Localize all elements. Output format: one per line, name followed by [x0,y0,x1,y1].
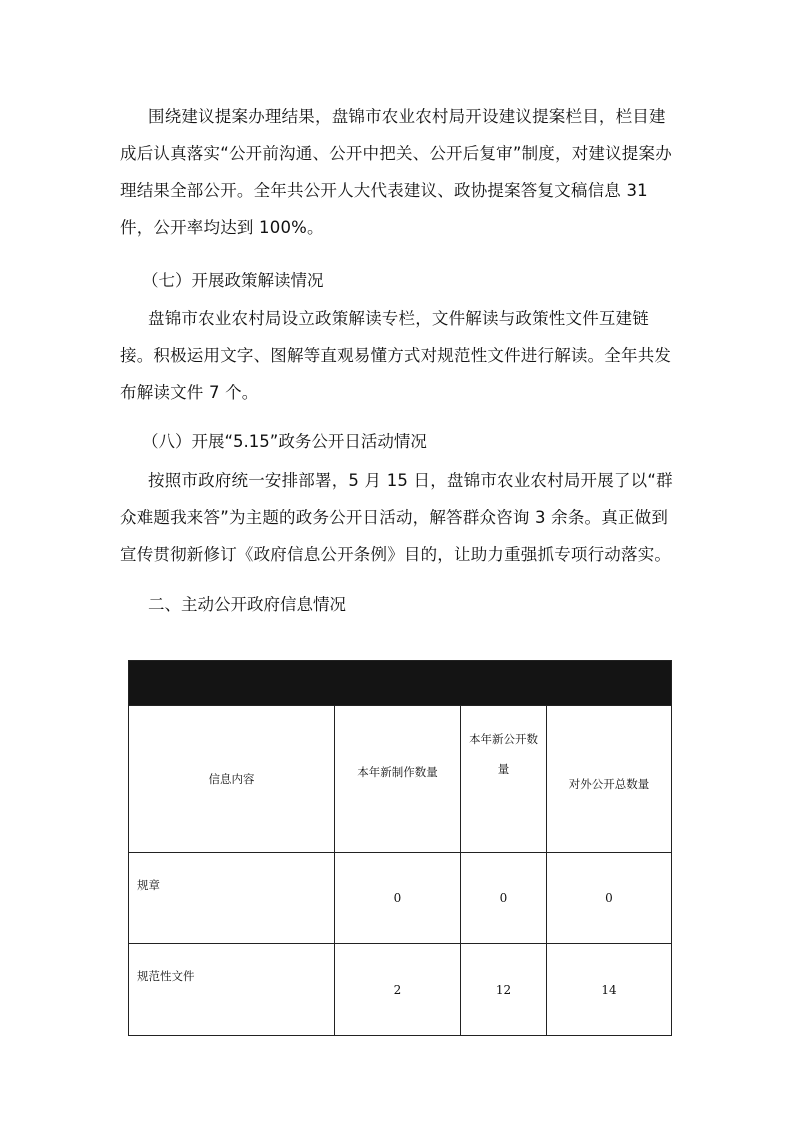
table-header-row [129,706,672,853]
disclosure-table [128,660,671,1020]
paragraph-proposal-results: 围绕建议提案办理结果，盘锦市农业农村局开设建议提案栏目，栏目建成后认真落实“公开前沟通、公开中把关、公开后复审”制度，对建议提案办理结果全部公开。全年共公开人大代表建议、政协提案答复文稿信息 31 件，公开率均达到 100%。 [120,107,672,237]
cell-normative-created: 2 [335,944,461,1036]
cell-normative-published: 12 [461,944,547,1036]
header-new-published: 本年新公开数量 [461,706,547,853]
table-title-band [129,661,672,706]
row-label-regulations: 规章 [129,853,335,944]
header-new-created: 本年新制作数量 [335,706,461,853]
header-info-content: 信息内容 [129,706,335,853]
table-row [129,853,672,944]
cell-regulations-published: 0 [461,853,547,944]
row-label-normative-documents: 规范性文件 [129,944,335,1036]
cell-regulations-created: 0 [335,853,461,944]
section-heading-open-day: （八）开展“5.15”政务公开日活动情况 [142,432,427,451]
section-heading-proactive-disclosure: 二、主动公开政府信息情况 [148,595,346,614]
table-row [129,944,672,1036]
cell-regulations-total: 0 [547,853,672,944]
cell-normative-total: 14 [547,944,672,1036]
section-heading-policy-interpretation: （七）开展政策解读情况 [142,271,324,290]
paragraph-policy-interpretation: 盘锦市农业农村局设立政策解读专栏，文件解读与政策性文件互建链接。积极运用文字、图解等直观易懂方式对规范性文件进行解读。全年共发布解读文件 7 个。 [120,309,672,402]
header-total-published: 对外公开总数量 [547,706,672,853]
paragraph-open-day: 按照市政府统一安排部署，5 月 15 日，盘锦市农业农村局开展了以“群众难题我来答”为主题的政务公开日活动，解答群众咨询 3 余条。真正做到宣传贯彻新修订《政府信息公开条例》目的，让助力重强抓专项行动落实。 [120,471,673,564]
